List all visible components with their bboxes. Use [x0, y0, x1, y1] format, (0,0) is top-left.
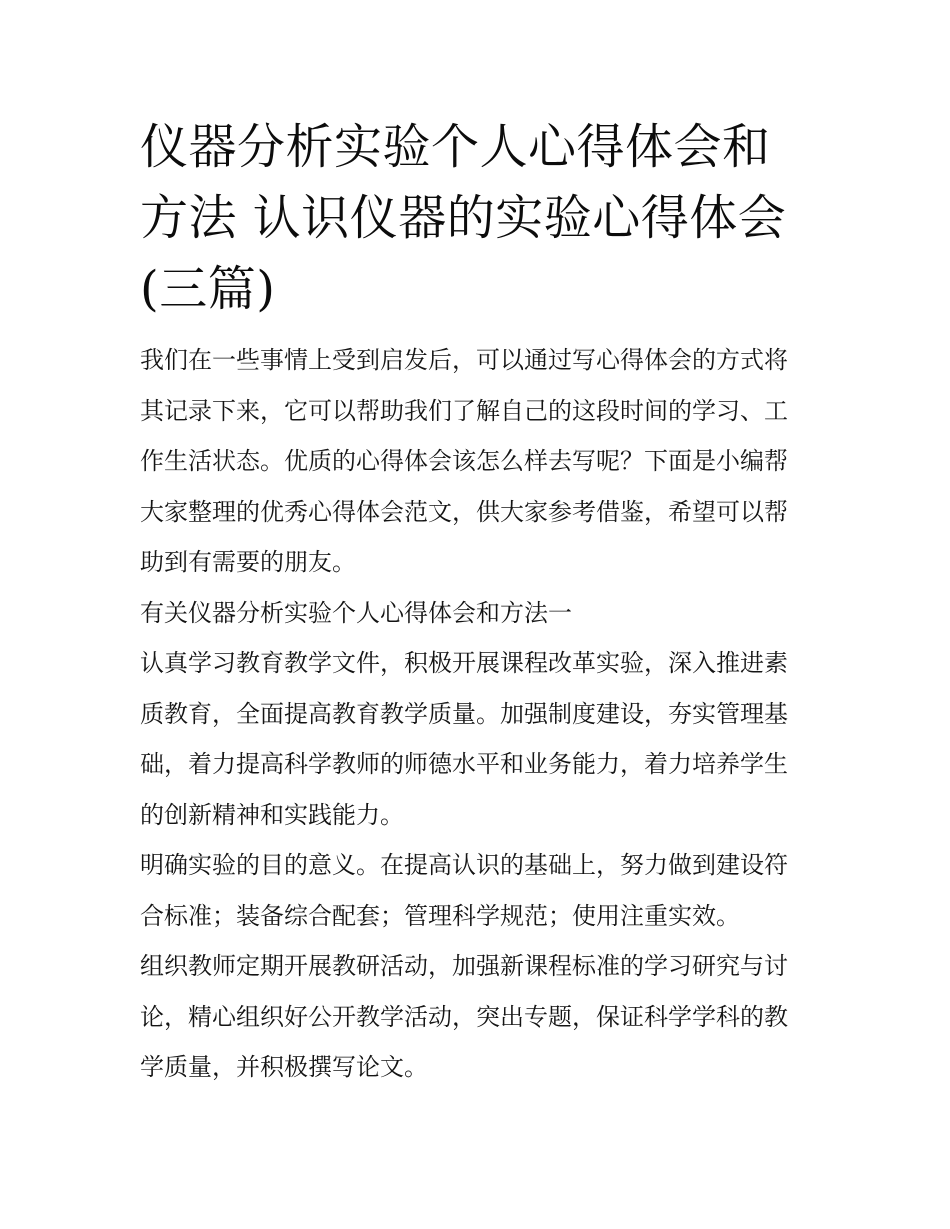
- section-heading-text: 有关仪器分析实验个人心得体会和方法一: [140, 598, 572, 627]
- text-line: 大家整理的优秀心得体会范文，供大家参考借鉴，希望可以帮: [140, 497, 788, 526]
- text-line: 础，着力提高科学教师的师德水平和业务能力，着力培养学生: [140, 750, 788, 778]
- section-heading: [140, 588, 812, 639]
- text-line: 论，精心组织好公开教学活动，突出专题，保证科学学科的教: [140, 1002, 788, 1031]
- title-line: 仪器分析实验个人心得体会和: [140, 119, 771, 175]
- document-title: [140, 112, 812, 325]
- text-line: 作生活状态。优质的心得体会该怎么样去写呢？下面是小编帮: [140, 447, 788, 475]
- body-paragraph: [140, 638, 812, 840]
- text-line: 质教育，全面提高教育教学质量。加强制度建设，夯实管理基: [140, 699, 788, 728]
- text-line: 助到有需要的朋友。: [140, 548, 356, 576]
- text-line: 认真学习教育教学文件，积极开展课程改革实验，深入推进素: [140, 649, 788, 677]
- text-line: 组织教师定期开展教研活动，加强新课程标准的学习研究与讨: [140, 952, 788, 980]
- text-line: 的创新精神和实践能力。: [140, 800, 404, 829]
- title-line: (三篇): [140, 261, 276, 317]
- body-paragraph: [140, 941, 812, 1093]
- text-line: 明确实验的目的意义。在提高认识的基础上，努力做到建设符: [140, 851, 788, 879]
- text-line: 其记录下来，它可以帮助我们了解自己的这段时间的学习、工: [140, 396, 788, 425]
- title-line: 方法 认识仪器的实验心得体会: [140, 190, 787, 246]
- text-line: 我们在一些事情上受到启发后，可以通过写心得体会的方式将: [140, 346, 788, 374]
- text-line: 学质量，并积极撰写论文。: [140, 1053, 428, 1081]
- text-line: 合标准；装备综合配套；管理科学规范；使用注重实效。: [140, 901, 740, 930]
- intro-paragraph: [140, 335, 812, 588]
- body-paragraph: [140, 840, 812, 941]
- document-body: [140, 112, 812, 1093]
